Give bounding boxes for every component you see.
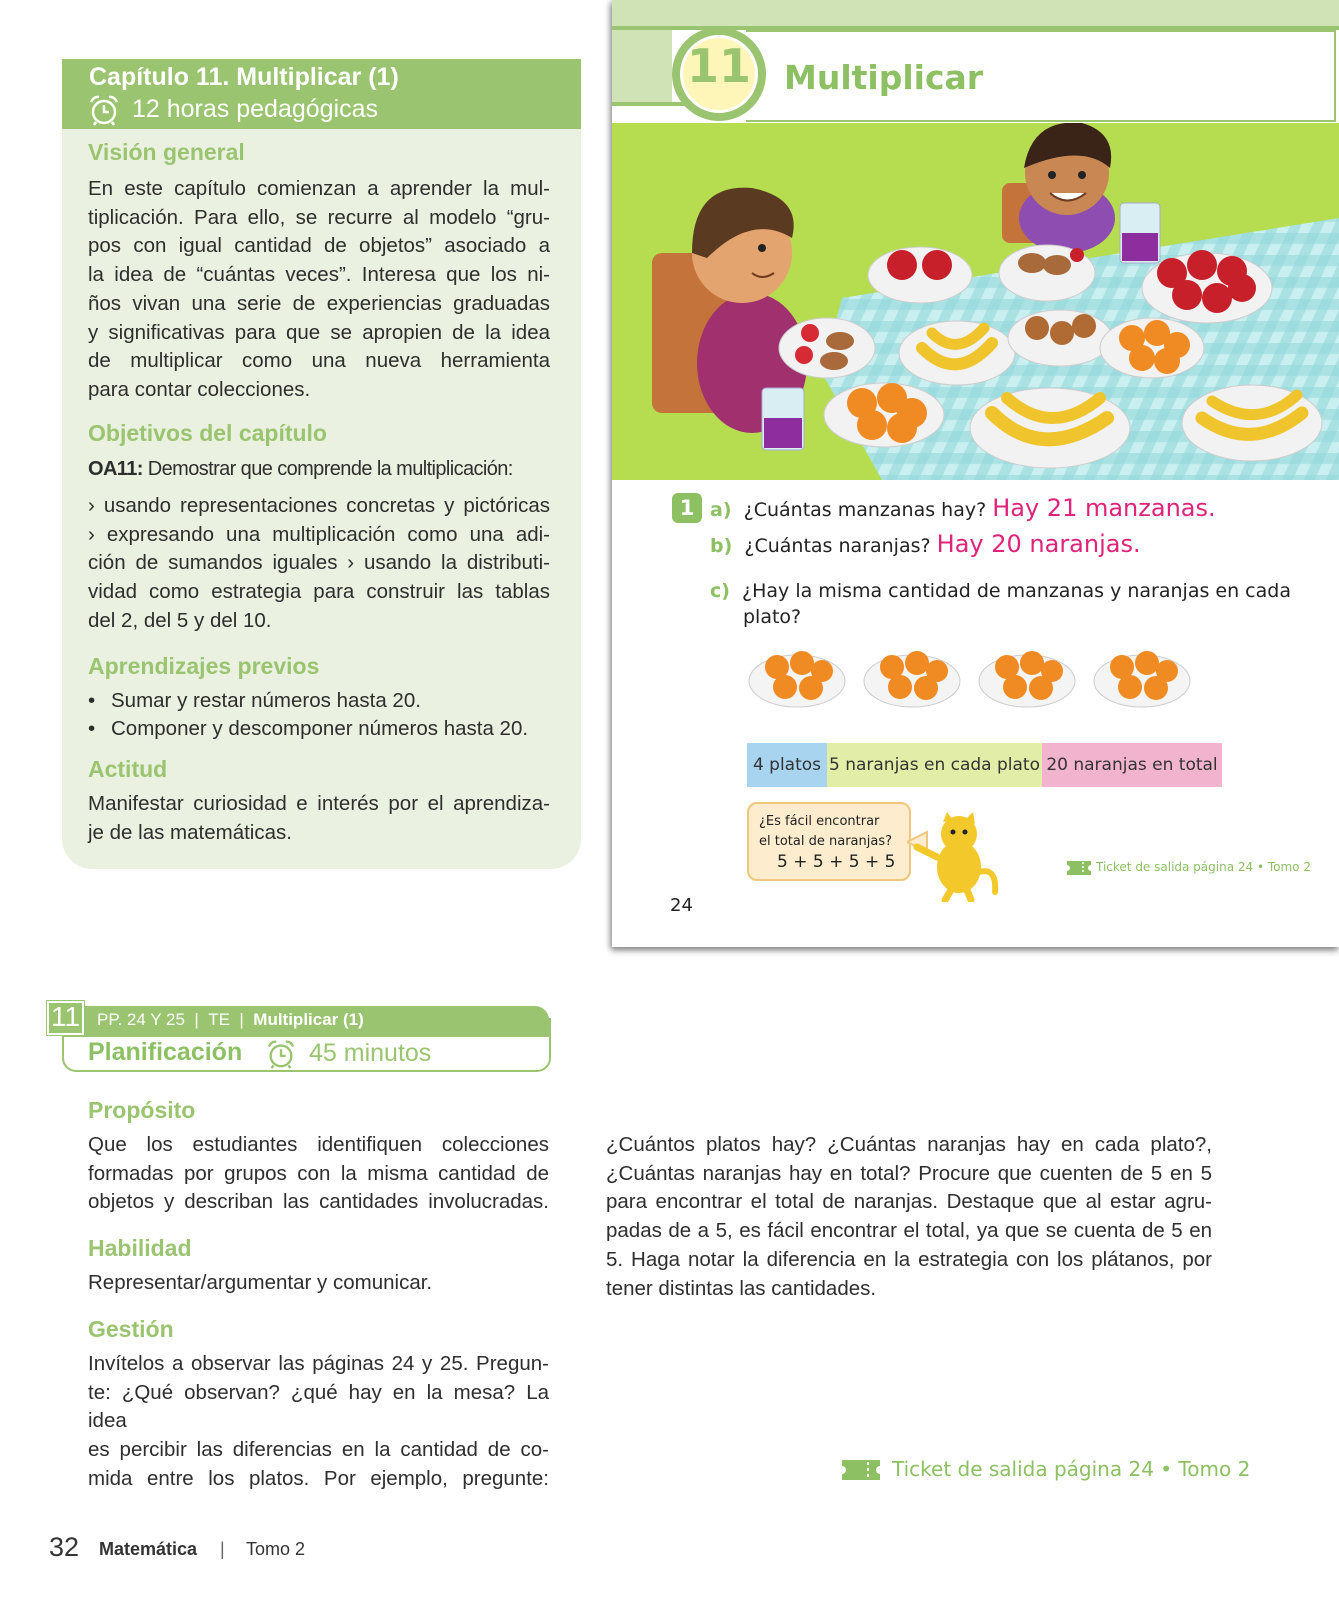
management-heading: Gestión <box>88 1316 174 1342</box>
footer-volume: Tomo 2 <box>246 1539 306 1559</box>
orange-plate <box>749 651 845 707</box>
bubble-text-2: el total de naranjas? <box>759 834 892 849</box>
management-line: Invítelos a observar las páginas 24 y 25. Pregun- <box>88 1352 549 1375</box>
chapter-title: Capítulo 11. Multiplicar (1) <box>89 63 399 91</box>
planning-chapter-tab <box>47 1001 84 1035</box>
chapter-badge <box>672 27 766 121</box>
strip-plates: 4 platos <box>747 743 827 787</box>
chapter-hours: 12 horas pedagógicas <box>132 95 379 123</box>
attitude-line: Manifestar curiosidad e interés por el aprendiza- <box>88 792 550 815</box>
oa-statement <box>88 458 513 481</box>
exercise-badge: 1 <box>672 493 702 523</box>
ticket-icon <box>842 1460 880 1480</box>
table-illustration <box>612 123 1339 480</box>
plate-oranges-1 <box>1100 318 1204 378</box>
overview-line: para contar colecciones. <box>88 377 311 401</box>
plate-oranges-2 <box>824 383 944 447</box>
prior-learning-heading: Aprendizajes previos <box>88 653 320 679</box>
planning-title: Planificación <box>88 1038 243 1066</box>
management-line: padas de a 5, es fácil encontrar el total, ya que se cuenta de 5 en <box>606 1219 1212 1243</box>
ticket-icon <box>1067 861 1091 875</box>
oa-text: Demostrar que comprende la multiplicación: <box>142 458 513 480</box>
plate-cupcakes <box>1008 310 1112 366</box>
objectives-list <box>88 492 550 636</box>
question-b: b) ¿Cuántas naranjas? Hay 20 naranjas. <box>710 530 1141 558</box>
speech-bubble <box>747 802 911 881</box>
orange-plate <box>979 651 1075 707</box>
footer-subject: Matemática <box>99 1539 198 1559</box>
objective-line: ción de sumandos iguales › usando la distributi- <box>88 551 550 575</box>
overview-line: tiplicación. Para ello, se recurre al modelo “gru- <box>88 205 550 229</box>
overview-line: ños vivan una serie de experiencias graduadas <box>88 291 550 315</box>
plate-apples-1 <box>868 247 972 303</box>
alarm-clock-icon <box>265 1038 297 1070</box>
orange-plate <box>864 651 960 707</box>
purpose-line: formadas por grupos con la misma cantidad de <box>88 1161 549 1185</box>
management-text <box>88 1350 549 1494</box>
textbook-page-number: 24 <box>670 895 693 916</box>
prior-item: • Componer y descomponer números hasta 20. <box>88 717 529 740</box>
plate-strawberries <box>779 318 875 378</box>
purpose-heading: Propósito <box>88 1097 196 1123</box>
answer-a: Hay 21 manzanas. <box>992 494 1216 522</box>
footer-separator: | <box>220 1539 225 1559</box>
overview-line: la idea de “cuántas veces”. Interesa que los ni- <box>88 263 550 287</box>
objective-line: del 2, del 5 y del 10. <box>88 608 272 632</box>
attitude-heading: Actitud <box>88 756 168 782</box>
plate-bananas-2 <box>970 388 1130 468</box>
objective-line: › expresando una multiplicación como una adi- <box>88 522 550 546</box>
objectives-heading: Objetivos del capítulo <box>88 420 327 446</box>
objective-line: vidad como estrategia para construir las tablas <box>88 580 550 604</box>
overview-line: En este capítulo comienzan a aprender la mul- <box>88 177 550 200</box>
overview-line: pos con igual cantidad de objetos” asociado a <box>88 234 550 258</box>
ticket-link[interactable]: Ticket de salida página 24 • Tomo 2 <box>892 1457 1251 1481</box>
planning-duration: 45 minutos <box>309 1039 432 1067</box>
objective-line: › usando representaciones concretas y pictóricas <box>88 494 550 517</box>
management-line: tener distintas las cantidades. <box>606 1276 877 1300</box>
management-line: te: ¿Qué observan? ¿qué hay en la mesa? La idea <box>88 1380 549 1433</box>
management-continued <box>606 1131 1212 1303</box>
purpose-line: Que los estudiantes identifiquen colecciones <box>88 1133 549 1156</box>
oa-code: OA11: <box>88 458 143 480</box>
plate-rolls <box>999 245 1095 301</box>
strip-total: 20 naranjas en total <box>1042 743 1222 787</box>
bullet-icon: • <box>88 717 96 740</box>
skill-text: Representar/argumentar y comunicar. <box>88 1271 433 1294</box>
question-c-line2: plato? <box>743 606 802 628</box>
overview-line: de multiplicar como una nueva herramienta <box>88 349 550 373</box>
bubble-text-1: ¿Es fácil encontrar <box>759 814 880 829</box>
bullet-icon: • <box>88 689 96 712</box>
orange-plate <box>1094 651 1190 707</box>
chapter-header <box>62 59 581 129</box>
question-a: a) ¿Cuántas manzanas hay? Hay 21 manzanas. <box>710 494 1216 522</box>
management-line: para encontrar el total de naranjas. Destaque que al estar agru- <box>606 1190 1212 1214</box>
question-c: c) ¿Hay la misma cantidad de manzanas y naranjas en cada <box>710 580 1291 602</box>
overview-heading: Visión general <box>88 139 245 165</box>
bubble-sum: 5 + 5 + 5 + 5 <box>777 852 896 872</box>
purpose-text <box>88 1131 549 1217</box>
management-line: ¿Cuántas naranjas hay en total? Procure que cuenten de 5 en 5 <box>606 1161 1212 1185</box>
breadcrumb: PP. 24 Y 25 | TE | Multiplicar (1) <box>97 1010 364 1029</box>
planning-chapter-number: 11 <box>50 1001 81 1032</box>
page-title: Multiplicar <box>784 58 984 97</box>
chapter-number: 11 <box>686 39 751 93</box>
attitude-line: je de las matemáticas. <box>88 820 292 844</box>
purpose-line: objetos y describan las cantidades involucradas. <box>88 1190 549 1214</box>
textbook-page <box>612 0 1339 947</box>
strip-per-plate: 5 naranjas en cada plato <box>827 743 1042 787</box>
management-line: es percibir las diferencias en la cantidad de co- <box>88 1438 549 1462</box>
plate-bananas-1 <box>899 321 1015 385</box>
plate-bananas-3 <box>1182 385 1322 461</box>
planning-breadcrumb-bar <box>62 1006 549 1037</box>
header-band <box>612 0 1339 26</box>
alarm-clock-icon <box>87 93 121 127</box>
orange-plates-row <box>747 633 1207 713</box>
management-line: 5. Haga notar la diferencia en la estrategia con los plátanos, por <box>606 1247 1212 1271</box>
overview-line: y significativas para que se apropien de la idea <box>88 320 550 344</box>
attitude-text <box>88 790 550 847</box>
answer-b: Hay 20 naranjas. <box>936 530 1141 558</box>
management-line: mida entre los platos. Por ejemplo, pregunte: <box>88 1466 549 1490</box>
skill-heading: Habilidad <box>88 1235 192 1261</box>
ticket-link[interactable]: Ticket de salida página 24 • Tomo 2 <box>1096 860 1311 874</box>
prior-item: • Sumar y restar números hasta 20. <box>88 689 421 712</box>
management-line: ¿Cuántos platos hay? ¿Cuántas naranjas hay en cada plato?, <box>606 1133 1212 1156</box>
cat-mascot-icon <box>907 812 1007 902</box>
overview-text <box>88 175 550 405</box>
footer-page-number: 32 <box>49 1532 80 1562</box>
